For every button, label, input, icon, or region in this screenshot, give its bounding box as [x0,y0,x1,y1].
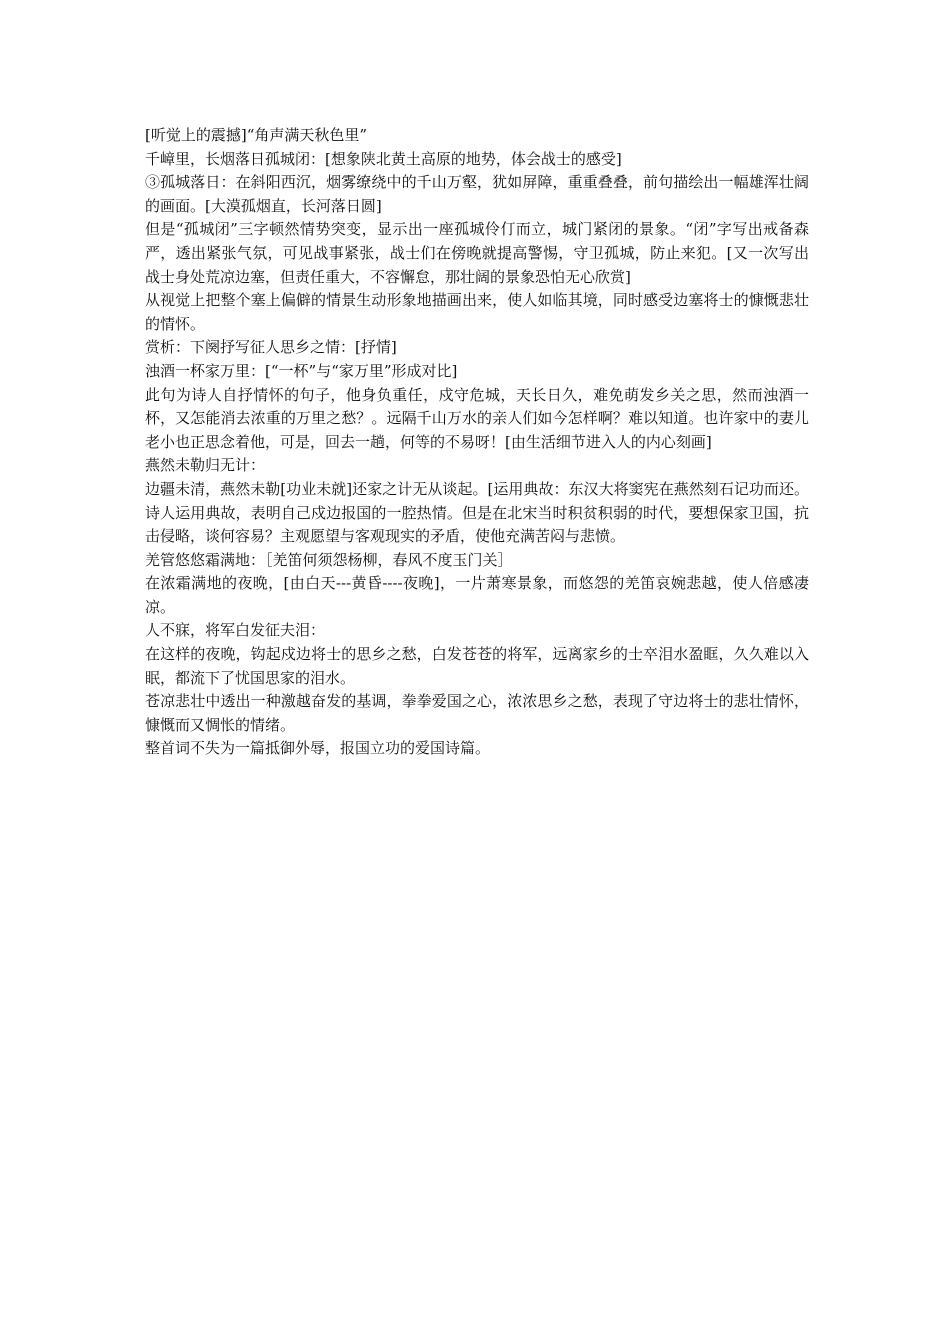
paragraph-auditory-heading: [听觉上的震撼]“角声满天秋色里” [145,126,368,144]
document-body [145,124,809,761]
paragraph-line-renbumei: 人不寐，将军白发征夫泪： [145,621,326,640]
paragraph-line-qianzhang: 千嶂里，长烟落日孤城闭：[想象陕北黄土高原的地势，体会战士的感受] [145,149,622,168]
paragraph-line-zhuojiu: 浊酒一杯家万里：[“一杯”与“家万里”形成对比] [145,361,458,380]
paragraph-appreciation-xiaque: 赏析：下阕抒写征人思乡之情：[抒情] [145,338,397,357]
paragraph-gucheng-luori: ③孤城落日：在斜阳西沉，烟雾缭绕中的千山万壑，犹如屏障，重重叠叠，前句描绘出一幅雄浑壮阔的画面。[大漠孤烟直，长河落日圆] [145,173,809,215]
paragraph-line-yanran: 燕然未勒归无计： [145,456,266,475]
paragraph-qiangguan-analysis: 在浓霜满地的夜晚，[由白天---黄昏----夜晚]，一片萧寒景象，而悠怨的羌笛哀婉悲越，使人倍感凄凉。 [145,574,809,616]
paragraph-line-qiangguan: 羌管悠悠霜满地：［羌笛何须怨杨柳，春风不度玉门关］ [145,550,513,569]
paragraph-renbumei-analysis: 在这样的夜晚，钩起戍边将士的思乡之愁，白发苍苍的将军，远离家乡的士卒泪水盈眶，久久难以入眠，都流下了忧国思家的泪水。 [145,645,809,687]
paragraph-overall-tone: 苍凉悲壮中透出一种激越奋发的基调，拳拳爱国之心，浓浓思乡之愁，表现了守边将士的悲壮情怀，慷慨而又惆怅的情绪。 [145,692,809,734]
paragraph-zhuojiu-analysis: 此句为诗人自抒情怀的句子，他身负重任，戍守危城，天长日久，难免萌发乡关之思，然而浊酒一杯，又怎能消去浓重的万里之愁？。远隔千山万水的亲人们如今怎样啊？难以知道。也许家中的妻儿老小也正思念着他，可是，回去一趟，何等的不易呀！[由生活细节进入人的内心刻画] [145,385,809,451]
paragraph-conclusion: 整首词不失为一篇抵御外辱，报国立功的爱国诗篇。 [145,739,491,758]
paragraph-yanran-analysis: 边疆未清，燕然未勒[功业未就]还家之计无从谈起。[运用典故：东汉大将窦宪在燕然刻石记功而还。诗人运用典故，表明自己戍边报国的一腔热情。但是在北宋当时积贫积弱的时代，要想保家卫国，抗击侵略，谈何容易？主观愿望与客观现实的矛盾，使他充满苦闷与悲愤。 [145,479,809,546]
paragraph-gucheng-bi: 但是“孤城闭”三字顿然情势突变，显示出一座孤城伶仃而立，城门紧闭的景象。“闭”字写出戒备森严，透出紧张气氛，可见战事紧张，战士们在傍晚就提高警惕，守卫孤城，防止来犯。[又一次写出战士身处荒凉边塞，但责任重大，不容懈怠，那壮阔的景象恐怕无心欣赏] [145,220,809,286]
paragraph-visual-summary: 从视觉上把整个塞上偏僻的情景生动形象地描画出来，使人如临其境，同时感受边塞将士的慷慨悲壮的情怀。 [145,291,809,333]
